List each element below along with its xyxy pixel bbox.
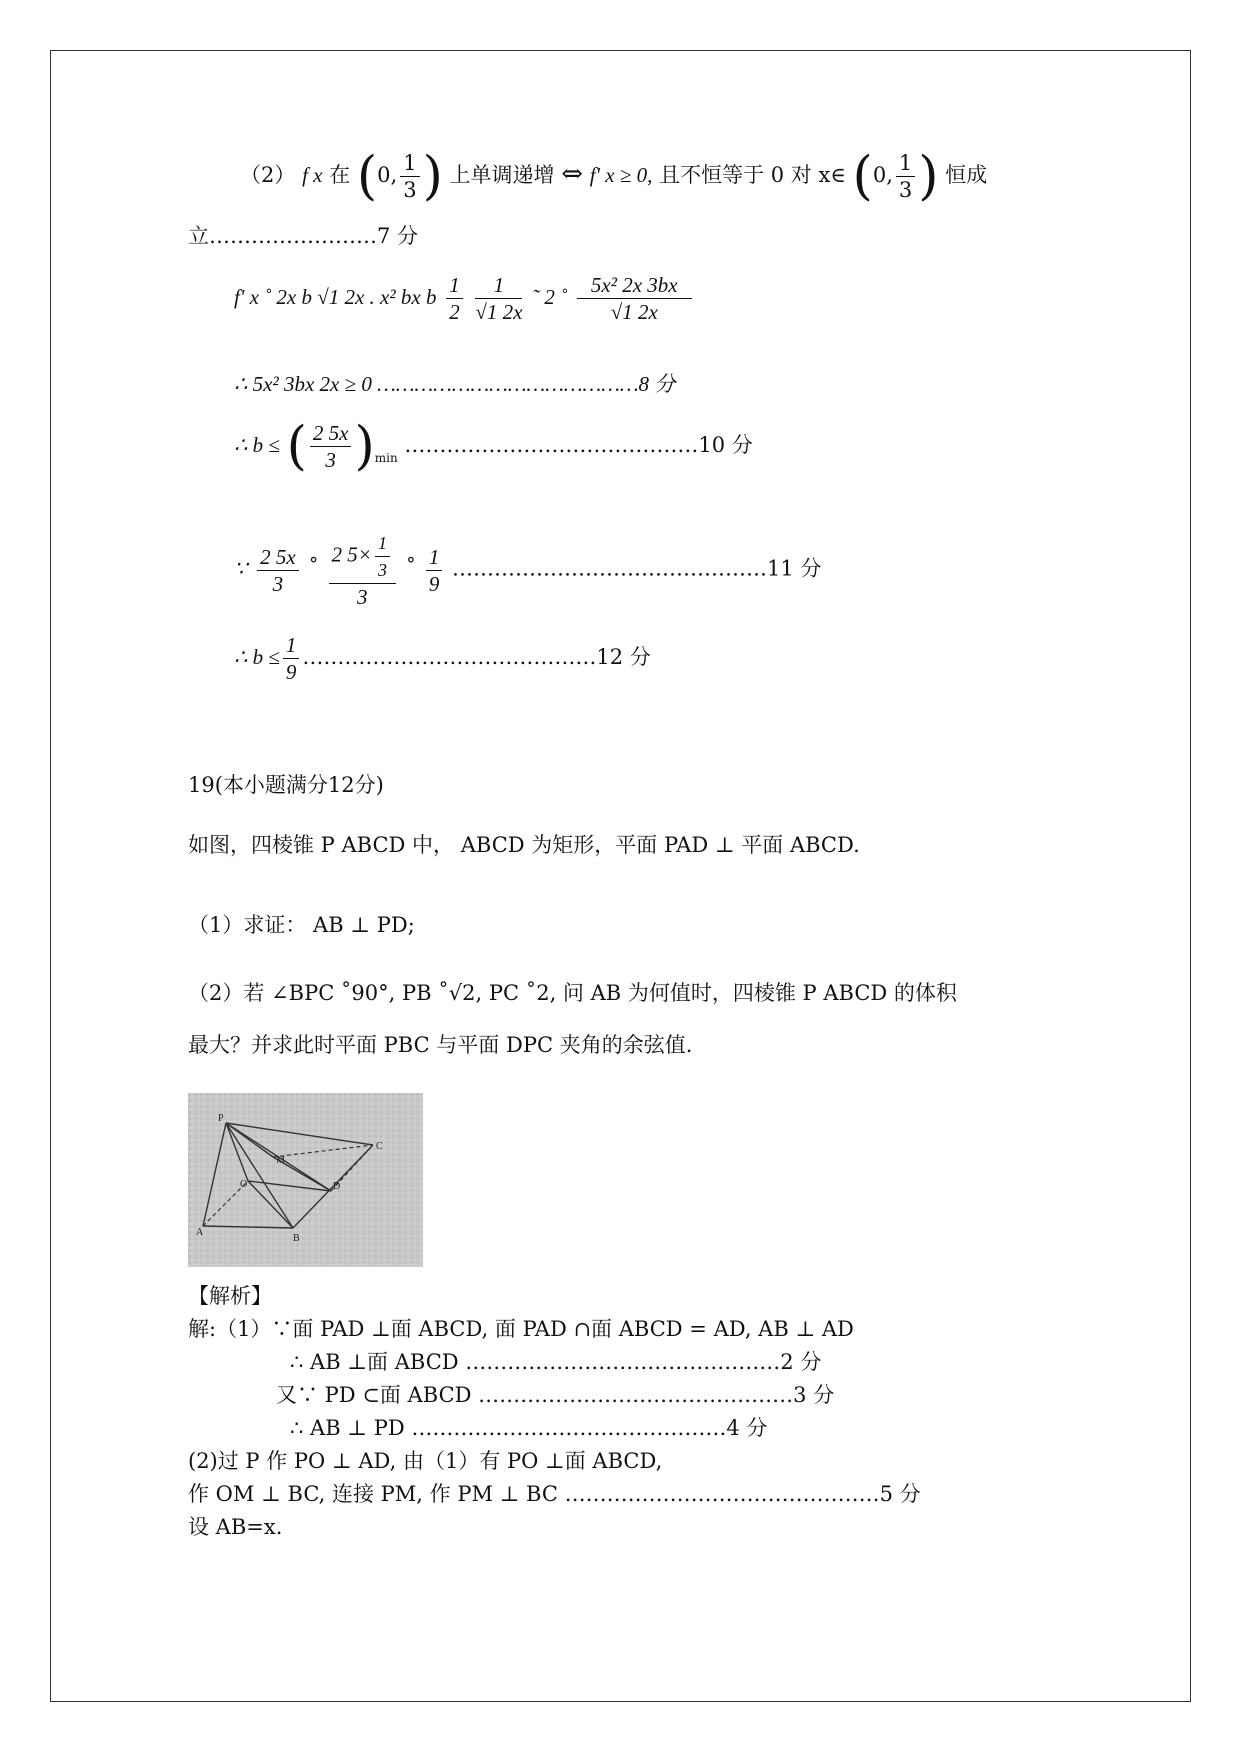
q19-title: 19(本小题满分12分) [188, 773, 384, 797]
frac-den: 3 [325, 448, 336, 472]
monotone-text: 上单调递增 [449, 163, 555, 187]
frac-b [329, 530, 396, 610]
frac-num: 5x² 2x 3bx [577, 272, 692, 299]
line10-tail: ……………………………………10 分 [404, 433, 753, 457]
label-B: B [293, 1233, 300, 1244]
label-O: O [240, 1179, 248, 1190]
part-number: （2） [240, 163, 296, 187]
fraction-one-third-2 [896, 150, 915, 203]
line-8: ∴ 5x² 3bx 2x ≥ 0 ……………………………………8 分 [234, 372, 676, 396]
label-D: D [333, 1181, 341, 1192]
frac-half [446, 272, 463, 325]
frac-num-text: 2 5× [331, 542, 372, 567]
right-paren: ) [422, 146, 443, 207]
solution-line-2: ∴ AB ⊥面 ABCD ………………………………………2 分 [290, 1350, 822, 1374]
pyramid-figure [188, 1093, 423, 1267]
eq-sign-2: ˚ [405, 556, 417, 581]
solution-line-6: 作 OM ⊥ BC, 连接 PM, 作 PM ⊥ BC ………………………………………5 分 [188, 1482, 921, 1506]
frac-den: √1 2x [610, 300, 658, 324]
frac-num: 1 [475, 272, 522, 299]
frac-den: 3 [377, 560, 387, 580]
frac-num: 1 [283, 632, 300, 659]
solution-line-1: 解:（1）∵面 PAD ⊥面 ABCD, 面 PAD ∩面 ABCD = AD, AB ⊥ AD [188, 1317, 854, 1341]
frac-result [577, 272, 692, 325]
condition-text: 且不恒等于 0 对 x∈ [659, 163, 846, 187]
right-paren-2: ) [918, 146, 939, 207]
line11-prefix: ∵ [234, 556, 248, 581]
fraction-one-third [400, 150, 419, 203]
line-12 [234, 632, 651, 685]
q19-part1: （1）求证： AB ⊥ PD; [188, 913, 415, 937]
derivative-line [234, 272, 695, 325]
derivative-condition: f' x ≥ 0, [589, 163, 653, 187]
right-paren: ) [354, 416, 375, 477]
derivative-lhs: f' x ˚ 2x b √1 2x . x² bx b [234, 285, 437, 309]
frac-den: 3 [356, 585, 368, 609]
q19-part2-line1: （2）若 ∠BPC ˚90°, PB ˚√2, PC ˚2, 问 AB 为何值时，四棱锥 P ABCD 的体积 [188, 981, 957, 1005]
frac-num: 2 5x [310, 420, 352, 447]
line10-prefix: ∴ b ≤ [234, 433, 280, 457]
frac-den: 9 [428, 571, 440, 596]
iff-symbol: ⇔ [561, 159, 584, 189]
label-M: M [276, 1155, 285, 1166]
frac-den: 3 [272, 571, 284, 596]
min-subscript: min [374, 451, 398, 465]
frac-num: 1 [446, 272, 463, 299]
line12-tail: ……………………………………12 分 [302, 645, 651, 669]
q19-part2-line2: 最大？并求此时平面 PBC 与平面 DPC 夹角的余弦值. [188, 1033, 693, 1057]
frac-den: √1 2x [475, 300, 523, 324]
solution-line-7: 设 AB=x. [188, 1515, 283, 1539]
left-paren-2: ( [852, 146, 873, 207]
line-11 [234, 530, 821, 610]
analysis-title: 【解析】 [188, 1284, 272, 1308]
left-paren: ( [286, 416, 307, 477]
frac-num: 1 [375, 530, 390, 557]
frac-num: 1 [426, 544, 443, 571]
left-paren: ( [356, 146, 378, 207]
frac-a [257, 544, 299, 597]
solution-line-5: (2)过 P 作 PO ⊥ AD, 由（1）有 PO ⊥面 ABCD, [188, 1449, 663, 1473]
part2-intro [240, 146, 988, 207]
frac-num: 2 5x [257, 544, 299, 571]
interval-start-2: 0, [872, 163, 893, 187]
frac-den: 3 [898, 178, 913, 202]
function-fx: f x [302, 163, 323, 187]
frac-den: 2 [449, 300, 460, 324]
word-zai: 在 [329, 163, 351, 187]
label-C: C [376, 1141, 383, 1152]
frac-num [329, 530, 396, 584]
label-A: A [196, 1227, 204, 1238]
frac-c [426, 544, 443, 597]
solution-line-3: 又∵ PD ⊂面 ABCD ………………………………………3 分 [276, 1383, 835, 1407]
line11-tail: ………………………………………11 分 [452, 556, 822, 581]
line-li: 立……………………7 分 [188, 224, 419, 248]
solution-line-4: ∴ AB ⊥ PD ………………………………………4 分 [290, 1416, 768, 1440]
frac-num: 1 [400, 150, 419, 177]
eq-sign-1: ˚ [308, 556, 319, 581]
frac-den: 9 [285, 660, 297, 684]
line12-prefix: ∴ b ≤ [234, 645, 280, 669]
hengcheng-text: 恒成 [945, 163, 988, 187]
label-P: P [218, 1113, 224, 1124]
frac-inv-sqrt [475, 272, 522, 325]
frac-num: 1 [896, 150, 915, 177]
line-10 [234, 416, 753, 477]
frac-den: 3 [403, 178, 417, 202]
q19-stem: 如图，四棱锥 P ABCD 中， ABCD 为矩形，平面 PAD ⊥ 平面 ABCD. [188, 833, 860, 857]
interval-start: 0, [377, 163, 398, 187]
frac-bound [310, 420, 352, 473]
derivative-mid: ˜ 2 ˚ [532, 285, 568, 309]
inner-frac [375, 530, 390, 583]
frac-one-ninth [283, 632, 300, 685]
